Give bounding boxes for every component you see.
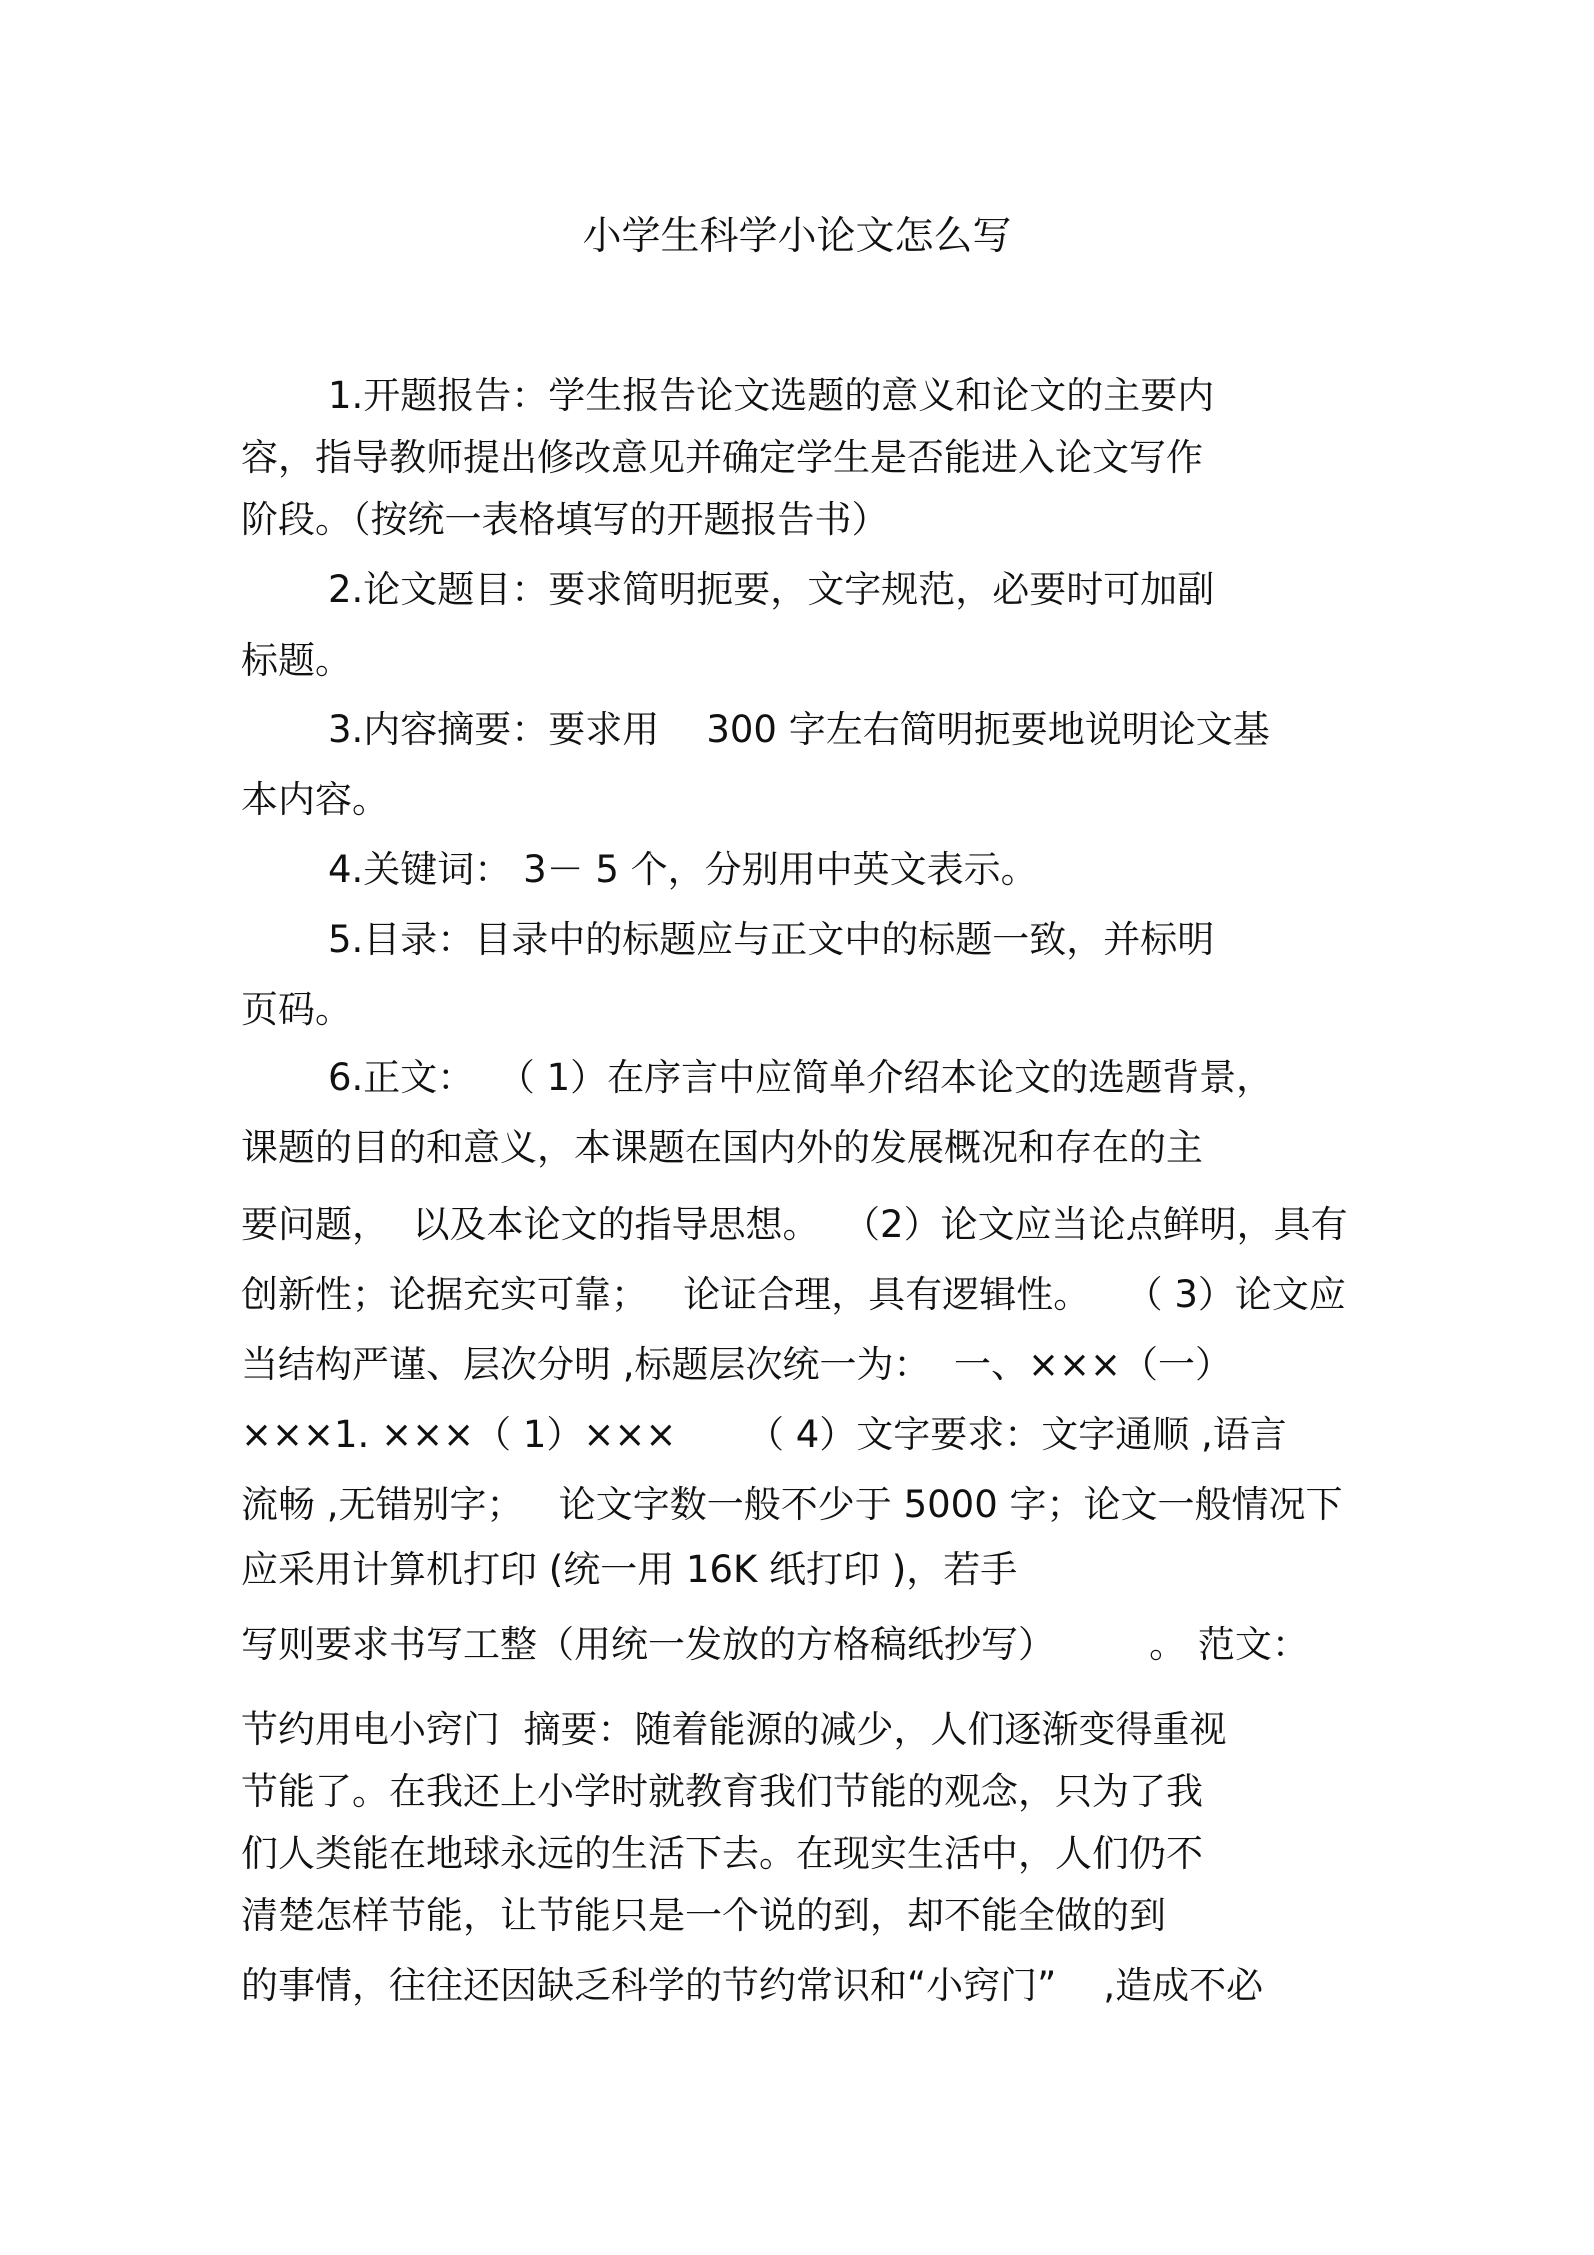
- body-line: 1.开题报告：学生报告论文选题的意义和论文的主要内: [328, 374, 1215, 417]
- body-line: 节能了。在我还上小学时就教育我们节能的观念，只为了我: [241, 1770, 1203, 1813]
- document-title: 小学生科学小论文怎么写: [582, 214, 1012, 259]
- body-line: 当结构严谨、层次分明 ,标题层次统一为： 一、×××（一）: [241, 1343, 1233, 1386]
- body-line: 节约用电小窍门 摘要：随着能源的减少，人们逐渐变得重视: [241, 1708, 1227, 1751]
- body-line: 2.论文题目：要求简明扼要，文字规范，必要时可加副: [328, 568, 1215, 611]
- body-line: 清楚怎样节能，让节能只是一个说的到，却不能全做的到: [241, 1894, 1166, 1937]
- body-line: 应采用计算机打印 (统一用 16K 纸打印 )，若手: [241, 1548, 1018, 1591]
- body-line: 们人类能在地球永远的生活下去。在现实生活中，人们仍不: [241, 1832, 1203, 1875]
- body-line: 容，指导教师提出修改意见并确定学生是否能进入论文写作: [241, 436, 1203, 479]
- body-line: 的事情，往往还因缺乏科学的节约常识和“小窍门” ,造成不必: [241, 1964, 1264, 2007]
- body-line: 课题的目的和意义，本课题在国内外的发展概况和存在的主: [241, 1126, 1203, 1169]
- body-line: ×××1. ×××（ 1）××× （ 4）文字要求：文字通顺 ,语言: [241, 1413, 1287, 1456]
- body-line: 本内容。: [241, 778, 389, 821]
- body-line: 标题。: [241, 639, 352, 682]
- body-line: 阶段。（按统一表格填写的开题报告书）: [241, 498, 889, 541]
- body-line: 4.关键词： 3－ 5 个，分别用中英文表示。: [328, 848, 1038, 891]
- body-line: 要问题， 以及本论文的指导思想。 （2）论文应当论点鲜明，具有: [241, 1203, 1348, 1246]
- body-line: 6.正文： （ 1）在序言中应简单介绍本论文的选题背景，: [328, 1056, 1274, 1099]
- body-line: 5.目录：目录中的标题应与正文中的标题一致，并标明: [328, 918, 1215, 961]
- body-line: 写则要求书写工整（用统一发放的方格稿纸抄写） 。 范文：: [241, 1623, 1309, 1666]
- body-line: 页码。: [241, 988, 352, 1031]
- body-line: 3.内容摘要：要求用 300 字左右简明扼要地说明论文基: [328, 708, 1270, 751]
- body-line: 创新性；论据充实可靠； 论证合理，具有逻辑性。 （ 3）论文应: [241, 1273, 1346, 1316]
- body-line: 流畅 ,无错别字； 论文字数一般不少于 5000 字；论文一般情况下: [241, 1483, 1343, 1526]
